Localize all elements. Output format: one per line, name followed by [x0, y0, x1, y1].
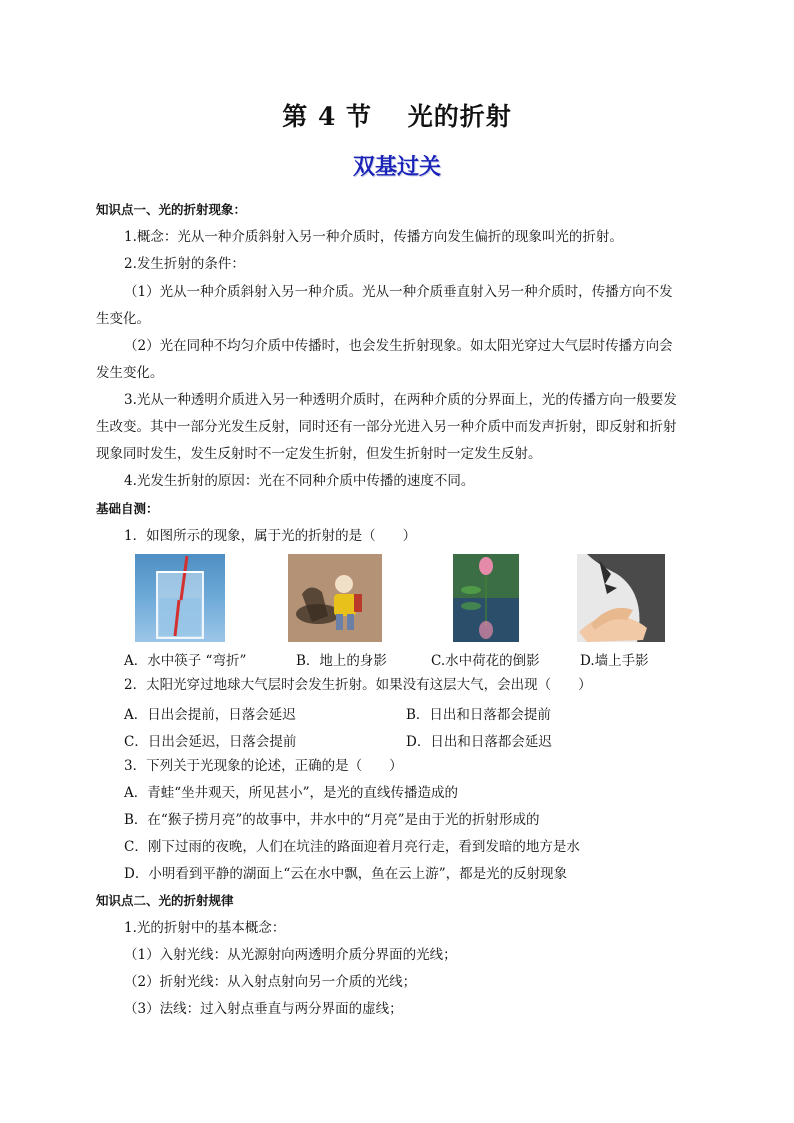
page-subtitle: 双基过关	[352, 155, 441, 180]
section1-p2: 2.发生折射的条件：	[124, 256, 245, 272]
q1-option-d[interactable]: D.墙上手影	[580, 653, 649, 669]
section1-p5-l3: 现象同时发生，发生反射时不一定发生折射，但发生折射时一定发生反射。	[96, 446, 542, 462]
q3-stem: 3．下列关于光现象的论述，正确的是（ ）	[124, 758, 403, 774]
q3-option-a[interactable]: A．青蛙“坐井观天，所见甚小”，是光的直线传播造成的	[124, 785, 459, 801]
section1-p5-l1: 3.光从一种透明介质进入另一种透明介质时，在两种介质的分界面上，光的传播方向一般要发	[124, 392, 677, 408]
lotus-image	[453, 554, 519, 642]
q2-option-d[interactable]: D．日出和日落都会延迟	[406, 734, 552, 750]
q3-option-c[interactable]: C．刚下过雨的夜晚，人们在坑洼的路面迎着月亮行走，看到发暗的地方是水	[124, 839, 580, 855]
shadow-image	[288, 554, 382, 642]
section2-p1: 1.光的折射中的基本概念：	[124, 920, 286, 936]
q3-option-d[interactable]: D．小明看到平静的湖面上“云在水中飘，鱼在云上游”，都是光的反射现象	[124, 866, 568, 882]
section1-p3-l2: 生变化。	[96, 311, 150, 327]
hand-shadow-image	[577, 554, 665, 642]
q1-option-a[interactable]: A．水中筷子 “弯折”	[124, 653, 247, 669]
section1-heading: 知识点一、光的折射现象：	[96, 202, 247, 217]
section1-p1: 1.概念：光从一种介质斜射入另一种介质时，传播方向发生偏折的现象叫光的折射。	[124, 229, 623, 245]
q3-option-b[interactable]: B．在“猴子捞月亮”的故事中，井水中的“月亮”是由于光的折射形成的	[124, 812, 540, 828]
section2-p2: （1）入射光线：从光源射向两透明介质分界面的光线；	[124, 947, 457, 963]
q2-option-b[interactable]: B．日出和日落都会提前	[406, 707, 551, 723]
beaker-image	[135, 554, 225, 642]
section2-p4: （3）法线：过入射点垂直与两分界面的虚线；	[124, 1001, 403, 1017]
section1-p5-l2: 生改变。其中一部分光发生反射，同时还有一部分光进入另一种介质中而发声折射，即反射和折射	[96, 419, 677, 435]
section1-p4-l2: 发生变化。	[96, 365, 164, 381]
page-title: 第 4 节 光的折射	[282, 102, 512, 131]
section1-p3-l1: （1）光从一种介质斜射入另一种介质。光从一种介质垂直射入另一种介质时，传播方向不发	[124, 284, 673, 300]
section1-p6: 4.光发生折射的原因：光在不同种介质中传播的速度不同。	[124, 473, 475, 489]
q1-option-b[interactable]: B．地上的身影	[296, 653, 387, 669]
selftest-heading: 基础自测：	[96, 501, 159, 516]
q1-stem: 1．如图所示的现象，属于光的折射的是（ ）	[124, 528, 417, 544]
q2-option-a[interactable]: A．日出会提前，日落会延迟	[124, 707, 296, 723]
q2-option-c[interactable]: C．日出会延迟，日落会提前	[124, 734, 297, 750]
section2-p3: （2）折射光线：从入射点射向另一介质的光线；	[124, 974, 417, 990]
section1-p4-l1: （2）光在同种不均匀介质中传播时，也会发生折射现象。如太阳光穿过大气层时传播方向会	[124, 338, 673, 354]
q2-stem: 2．太阳光穿过地球大气层时会发生折射。如果没有这层大气，会出现（ ）	[124, 677, 592, 693]
section2-heading: 知识点二、光的折射规律	[96, 893, 234, 908]
q1-option-c[interactable]: C.水中荷花的倒影	[431, 653, 540, 669]
